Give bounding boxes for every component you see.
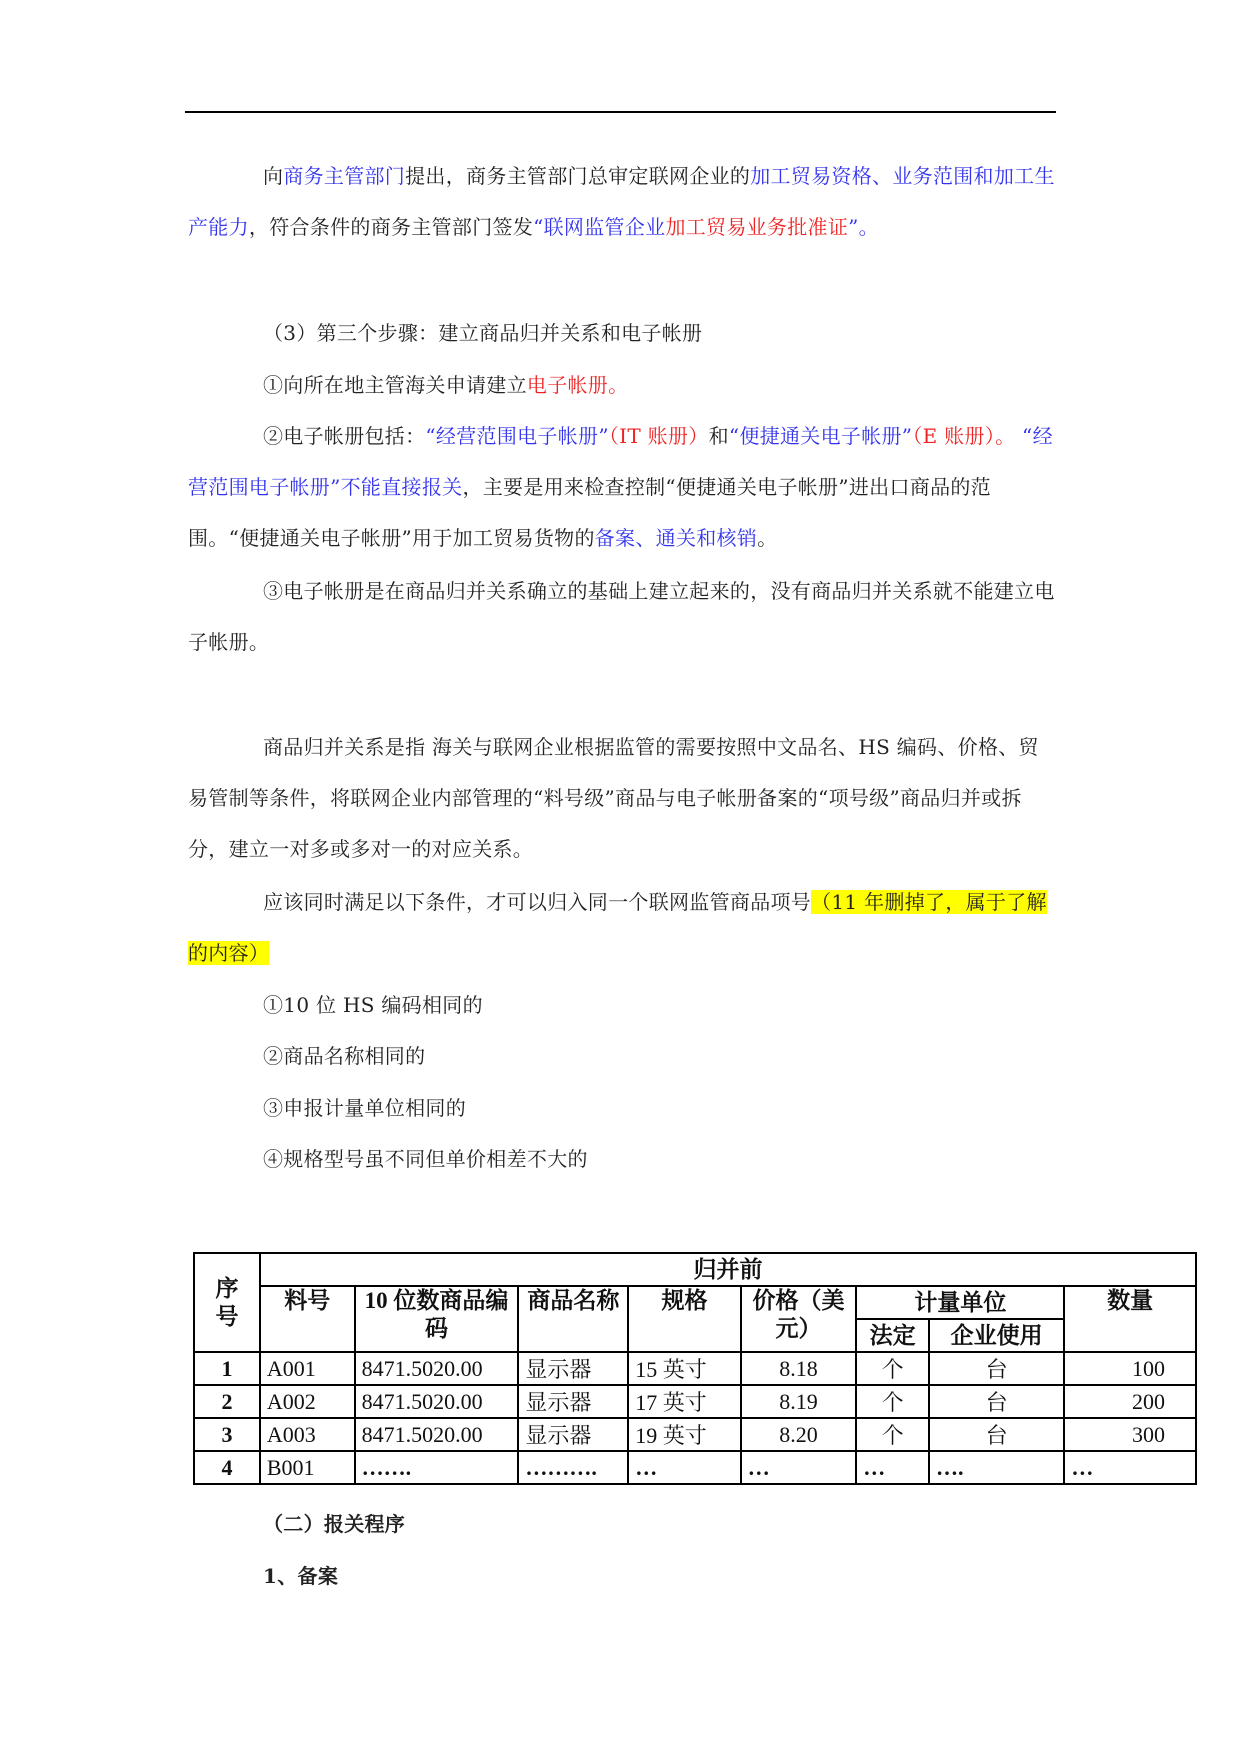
text: 和	[708, 424, 729, 448]
cell-spec: 15 英寸	[628, 1352, 740, 1385]
highlight-permit-a: “联网监管企业	[533, 215, 666, 239]
cell-unit-legal: 个	[856, 1418, 929, 1451]
cell-spec: 17 英寸	[628, 1385, 740, 1418]
cell-name: ……….	[518, 1451, 628, 1484]
header-code: 10 位数商品编码	[355, 1286, 519, 1352]
text: 应该同时满足以下条件，才可以归入同一个联网监管商品项号	[263, 890, 812, 914]
condition-1: ①10 位 HS 编码相同的	[263, 993, 483, 1017]
cell-name: 显示器	[518, 1418, 628, 1451]
cell-unit-enterprise: 台	[929, 1352, 1064, 1385]
cell-spec: 19 英寸	[628, 1418, 740, 1451]
header-rule	[185, 111, 1056, 113]
cell-qty: 100	[1064, 1352, 1196, 1385]
condition-2: ②商品名称相同的	[263, 1044, 426, 1068]
text: ②电子帐册包括：	[263, 424, 426, 448]
cell-seq: 4	[194, 1451, 260, 1484]
highlight-qualification: 加工贸易资格、业务范围和	[750, 164, 994, 188]
text: ，主要是用来检查控制“便捷通关电子帐册”进出口商品的范围。“便捷通关电子帐册”用于加工贸易货物的	[188, 475, 991, 550]
cell-name: 显示器	[518, 1352, 628, 1385]
cell-price: 8.18	[741, 1352, 857, 1385]
merge-conditions-intro	[188, 877, 1056, 979]
cell-unit-enterprise: 台	[929, 1418, 1064, 1451]
text: 向	[263, 164, 284, 188]
step3-heading: （3）第三个步骤：建立商品归并关系和电子帐册	[263, 321, 703, 345]
header-qty: 数量	[1064, 1286, 1196, 1352]
cell-code: …….	[355, 1451, 519, 1484]
cell-code: 8471.5020.00	[355, 1385, 519, 1418]
cell-qty: …	[1064, 1451, 1196, 1484]
cell-unit-legal: …	[856, 1451, 929, 1484]
merge-definition: 商品归并关系是指 海关与联网企业根据监管的需要按照中文品名、HS 编码、价格、贸易管制等条件，将联网企业内部管理的“料号级”商品与电子帐册备案的“项号级”商品归并或拆分，建立一对多或多对一的对应关系。	[188, 735, 1039, 861]
highlight-e-book: “便捷通关电子帐册”	[728, 424, 913, 448]
header-spec: 规格	[628, 1286, 740, 1352]
header-price: 价格（美元）	[741, 1286, 857, 1352]
text: 。	[757, 526, 778, 550]
header-unit-enterprise: 企业使用	[929, 1319, 1064, 1352]
cell-code: 8471.5020.00	[355, 1418, 519, 1451]
highlight-permit-b: 加工贸易业务批准证	[665, 215, 849, 239]
cell-unit-enterprise: ….	[929, 1451, 1064, 1484]
header-unit: 计量单位	[856, 1286, 1064, 1319]
header-name: 商品名称	[518, 1286, 628, 1352]
header-unit-legal: 法定	[856, 1319, 929, 1352]
cell-unit-enterprise: 台	[929, 1385, 1064, 1418]
highlight-no-direct: “经营范围电子帐册”不能直接报关	[188, 424, 1053, 499]
header-row-2	[194, 1286, 1196, 1319]
text: 提出，商务主管部门总审定联网企业的	[405, 164, 751, 188]
condition-4: ④规格型号虽不同但单价相差不大的	[263, 1147, 588, 1171]
highlight-e-note: （E 账册）。	[912, 424, 1016, 448]
step3-item2	[188, 411, 1056, 564]
condition-3: ③申报计量单位相同的	[263, 1096, 466, 1120]
cell-seq: 1	[194, 1352, 260, 1385]
cell-price: 8.19	[741, 1385, 857, 1418]
section-customs-procedure: （二）报关程序	[263, 1512, 406, 1536]
header-seq: 序号	[194, 1253, 260, 1352]
cell-part: A001	[260, 1352, 355, 1385]
text: ①向所在地主管海关申请建立	[263, 373, 527, 397]
cell-code: 8471.5020.00	[355, 1352, 519, 1385]
table-row	[194, 1352, 1196, 1385]
highlight-ebook: 电子帐册。	[526, 373, 629, 397]
cell-unit-legal: 个	[856, 1385, 929, 1418]
header-part: 料号	[260, 1286, 355, 1352]
table-row	[194, 1418, 1196, 1451]
table-row	[194, 1385, 1196, 1418]
header-before-merge: 归并前	[260, 1253, 1196, 1286]
cell-part: A002	[260, 1385, 355, 1418]
highlight-it-note: （IT 账册）	[608, 424, 709, 448]
highlight-note: （11 年删掉了，属于了解的内容）	[188, 890, 1047, 965]
merge-table	[193, 1252, 1197, 1485]
cell-seq: 3	[194, 1418, 260, 1451]
section-filing: 1、备案	[263, 1564, 339, 1588]
cell-unit-legal: 个	[856, 1352, 929, 1385]
paragraph-approval	[188, 151, 1056, 253]
cell-price: 8.20	[741, 1418, 857, 1451]
header-row-1	[194, 1253, 1196, 1286]
cell-price: …	[741, 1451, 857, 1484]
cell-name: 显示器	[518, 1385, 628, 1418]
highlight-dept: 商务主管部门	[283, 164, 406, 188]
cell-part: B001	[260, 1451, 355, 1484]
cell-part: A003	[260, 1418, 355, 1451]
highlight-it-book: “经营范围电子帐册”	[425, 424, 609, 448]
highlight-record: 备案、通关和核销	[594, 526, 758, 550]
highlight-capacity: 加工生产能力	[188, 164, 1055, 239]
highlight-permit-c: ”。	[848, 215, 879, 239]
table-row	[194, 1451, 1196, 1484]
step3-item3: ③电子帐册是在商品归并关系确立的基础上建立起来的，没有商品归并关系就不能建立电子帐册。	[188, 579, 1055, 654]
cell-qty: 200	[1064, 1385, 1196, 1418]
step3-item1	[263, 360, 1063, 411]
cell-seq: 2	[194, 1385, 260, 1418]
cell-qty: 300	[1064, 1418, 1196, 1451]
text: ，符合条件的商务主管部门签发	[248, 215, 534, 239]
cell-spec: …	[628, 1451, 740, 1484]
